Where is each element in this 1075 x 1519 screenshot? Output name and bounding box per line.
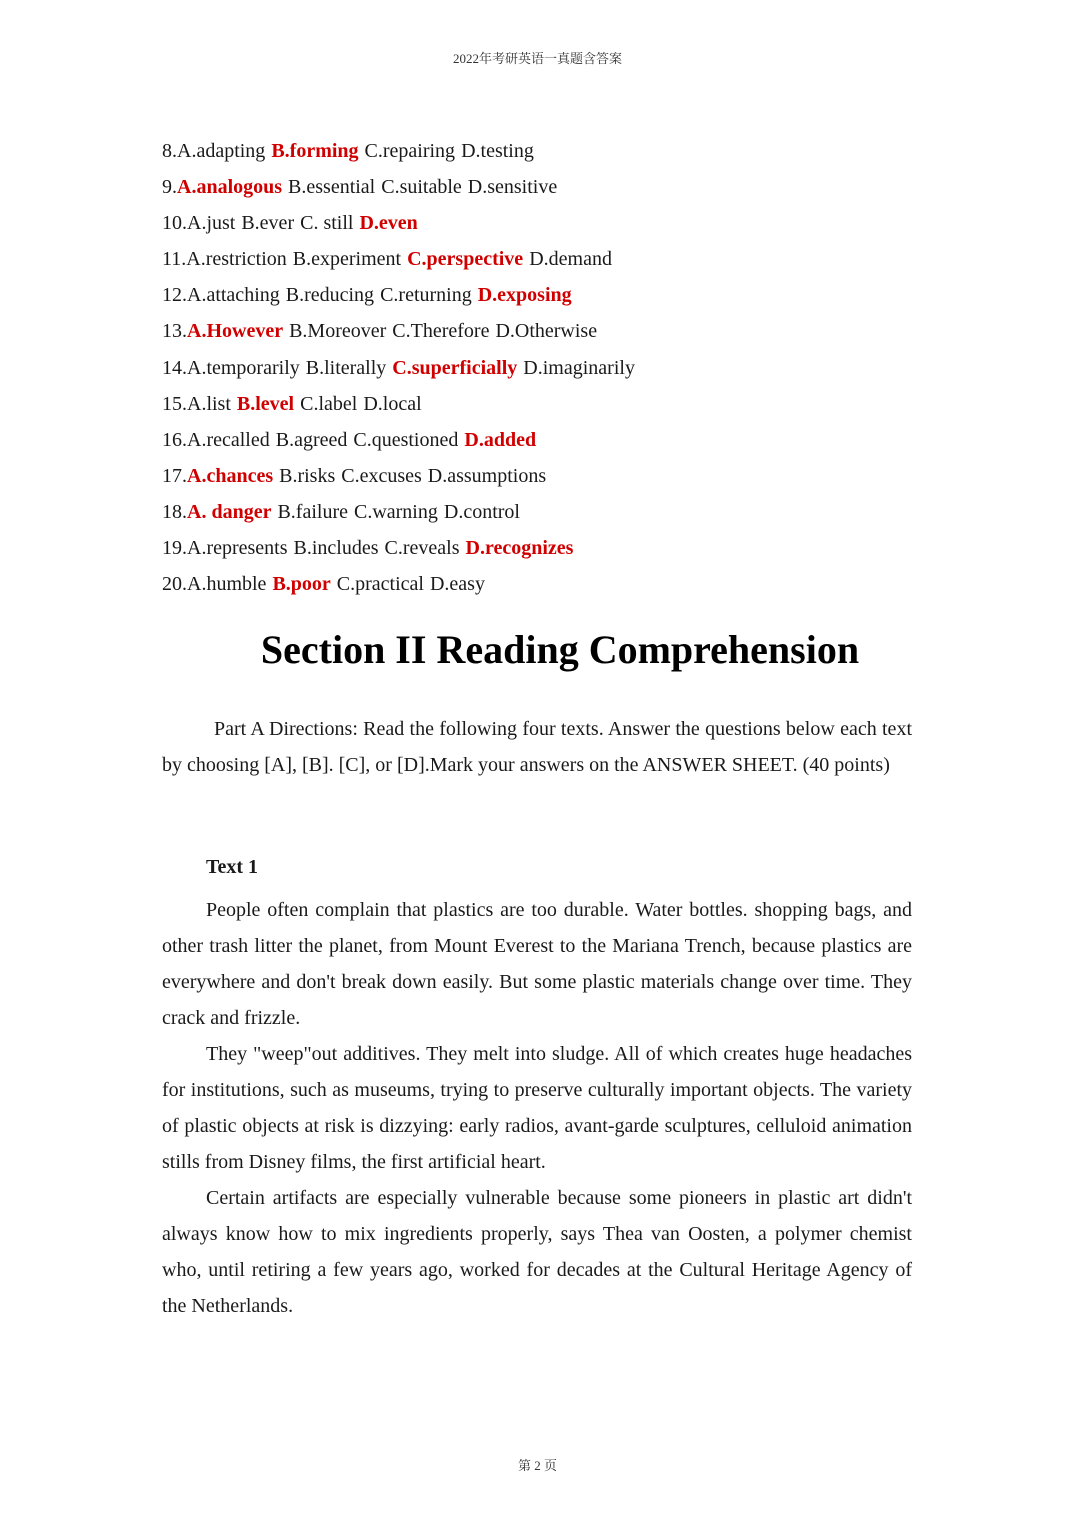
answer-choice: C.suitable [381,176,462,199]
option-line [162,313,922,349]
correct-answer-choice: B.poor [272,573,331,596]
question-number: 12. [162,284,187,307]
answer-choice: C.reveals [384,537,460,560]
correct-answer-choice: D.added [464,428,537,451]
answer-choice: C.label [300,392,358,415]
correct-answer-choice: D.recognizes [465,537,574,560]
answer-choice: B.essential [288,176,376,199]
answer-choice: C.warning [353,500,438,523]
question-number: 9. [162,176,177,199]
correct-answer-choice: D.exposing [477,284,572,307]
text1-title: Text 1 [206,856,259,878]
answer-choice: D.local [363,392,422,415]
answer-choice: B.reducing [285,284,375,307]
answer-choice: B.risks [279,464,336,487]
answer-choice: D.easy [429,573,485,596]
answer-choice: A.represents [187,537,288,560]
option-line [162,494,922,530]
correct-answer-choice: B.level [236,392,295,415]
correct-answer-choice: C.superficially [392,356,518,379]
question-number: 10. [162,212,187,235]
answer-choice: D.demand [529,248,612,271]
answer-choice: C.repairing [364,140,456,162]
answer-choice: B.agreed [275,428,348,451]
answer-choice: D.assumptions [427,464,547,487]
section-title: Section II Reading Comprehension [260,627,860,672]
answer-choice: A.attaching [187,284,280,307]
correct-answer-choice: A. danger [187,500,272,523]
passage-paragraph: People often complain that plastics are too durable. Water bottles. shopping bags, and other trash litter the planet, from Mount Everest to the Mariana Trench, because plastics are everywhere and don't break down easily. But some plastic materials change over time. They crack and frizzle. [162,899,912,1029]
answer-choice: C.questioned [353,428,459,451]
question-number: 17. [162,464,187,487]
answer-choice: B.failure [277,500,348,523]
answer-choice: C.practical [336,573,424,596]
answer-choice: C.returning [380,284,472,307]
answer-choice: B.Moreover [289,320,387,343]
answer-choice: D.testing [461,140,534,162]
option-line [162,530,922,566]
question-number: 14. [162,356,187,379]
answer-choice: D.Otherwise [495,320,598,343]
option-line [162,133,922,169]
question-number: 11. [162,248,187,271]
answer-choice: D.sensitive [467,176,558,199]
question-number: 20. [162,573,187,596]
answer-options-list [162,133,922,602]
answer-choice: A.humble [187,573,267,596]
page-footer: 第 2 页 [517,1458,557,1473]
option-line [162,386,922,422]
directions [162,711,912,783]
answer-choice: C. still [300,212,354,235]
answer-choice: B.experiment [292,248,402,271]
answer-choice: D.imaginarily [523,356,635,379]
option-line [162,169,922,205]
question-number: 8. [162,140,177,162]
option-line [162,458,922,494]
option-line [162,277,922,313]
answer-choice: B.includes [293,537,379,560]
question-number: 15. [162,392,187,415]
answer-choice: C.excuses [341,464,422,487]
answer-choice: A.recalled [187,428,270,451]
directions-text: Part A Directions: Read the following four texts. Answer the questions below each text by choosing [A], [B]. [C], or [D].Mark your answers on the ANSWER SHEET. (40 points) [162,718,912,776]
question-number: 19. [162,537,187,560]
passage [162,892,912,1324]
answer-choice: A.just [187,212,236,235]
option-line [162,350,922,386]
question-number: 16. [162,428,187,451]
option-line [162,241,922,277]
passage-paragraph: Certain artifacts are especially vulnerable because some pioneers in plastic art didn't always know how to mix ingredients properly, says Thea van Oosten, a polymer chemist who, until retiring a few years ago, worked for decades at the Cultural Heritage Agency of the Netherlands. [162,1187,912,1317]
option-line [162,422,922,458]
question-number: 13. [162,320,187,343]
page-header: 2022年考研英语一真题含答案 [452,51,622,66]
option-line [162,566,922,602]
answer-choice: D.control [443,500,520,523]
correct-answer-choice: A.chances [187,464,274,487]
answer-choice: A.adapting [177,140,266,162]
answer-choice: B.literally [305,356,387,379]
correct-answer-choice: C.perspective [407,248,524,271]
option-line [162,205,922,241]
answer-choice: A.temporarily [187,356,300,379]
question-number: 18. [162,500,187,523]
correct-answer-choice: A.analogous [177,176,283,199]
answer-choice: A.restriction [186,248,287,271]
correct-answer-choice: B.forming [271,140,359,162]
answer-choice: A.list [187,392,231,415]
correct-answer-choice: A.However [187,320,284,343]
answer-choice: B.ever [241,212,295,235]
passage-paragraph: They "weep"out additives. They melt into sludge. All of which creates huge headaches for institutions, such as museums, trying to preserve culturally important objects. The variety of plastic objects at risk is dizzying: early radios, avant-garde sculptures, celluloid animation stills from Disney films, the first artificial heart. [162,1043,912,1173]
answer-choice: C.Therefore [392,320,490,343]
correct-answer-choice: D.even [359,212,418,235]
